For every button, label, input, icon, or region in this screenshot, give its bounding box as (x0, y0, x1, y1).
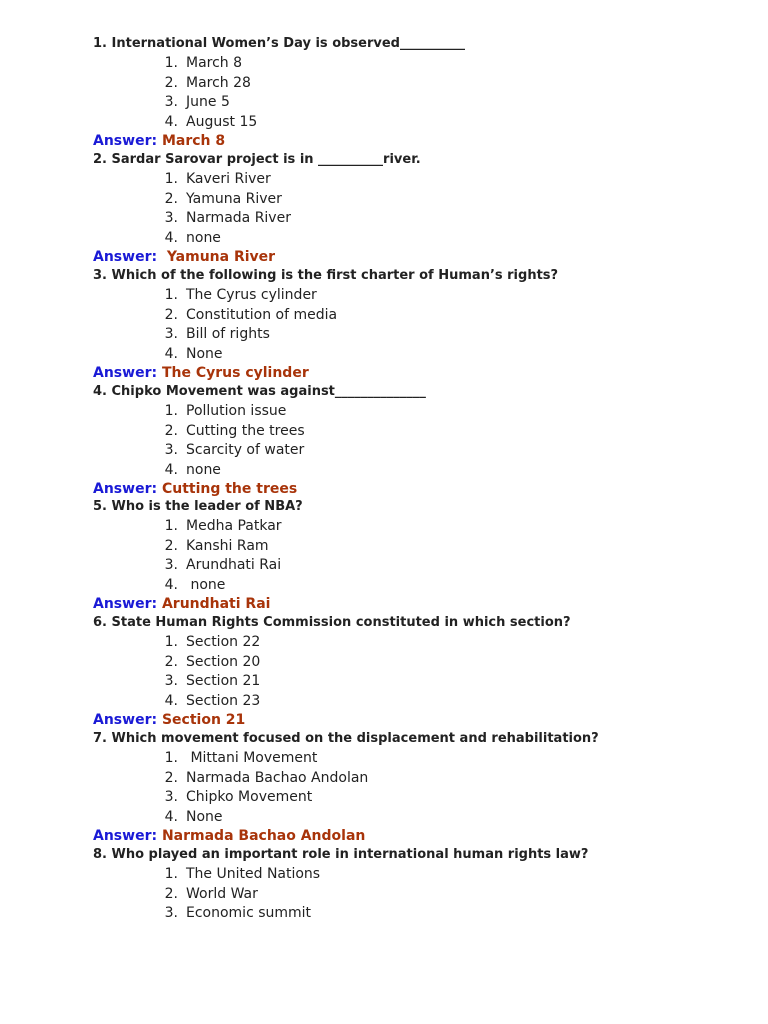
question-text: 7. Which movement focused on the displacement and rehabilitation? (93, 731, 599, 746)
answer-label: Answer: (93, 365, 162, 381)
option-text: March 28 (186, 74, 251, 91)
option-text: Pollution issue (186, 403, 287, 420)
option-text: Arundhati Rai (186, 557, 282, 574)
option-number: 4. (164, 576, 178, 593)
answer-line (93, 480, 297, 498)
option-text: Cutting the trees (186, 422, 305, 439)
option-text: Scarcity of water (186, 442, 305, 459)
option-number: 4. (164, 692, 178, 709)
option-text: None (186, 345, 223, 362)
option-text: Yamuna River (186, 190, 282, 207)
option-number: 3. (164, 905, 178, 922)
answer-value: The Cyrus cylinder (161, 365, 309, 381)
option-number: 4. (164, 113, 178, 130)
option-number: 4. (164, 229, 178, 246)
option-text: The Cyrus cylinder (186, 287, 317, 304)
answer-line (93, 595, 270, 613)
answer-label: Answer: (93, 828, 162, 844)
answer-label: Answer: (93, 249, 167, 265)
option-text: Section 22 (186, 634, 261, 651)
option-text: June 5 (186, 94, 230, 111)
option-text: Bill of rights (186, 326, 270, 343)
answer-label: Answer: (93, 596, 162, 612)
option-text: Medha Patkar (186, 518, 282, 535)
option-number: 3. (164, 789, 178, 806)
option-text: none (186, 461, 221, 478)
option-number: 1. (164, 518, 178, 535)
answer-line (93, 248, 275, 266)
option-number: 3. (164, 673, 178, 690)
answer-line (93, 132, 225, 150)
option-text: Kaveri River (186, 171, 271, 188)
answer-value: Section 21 (161, 712, 246, 728)
option-number: 2. (164, 769, 178, 786)
option-number: 2. (164, 306, 178, 323)
option-number: 4. (164, 461, 178, 478)
option-number: 3. (164, 94, 178, 111)
option-number: 4. (164, 345, 178, 362)
option-text: August 15 (186, 113, 258, 130)
answer-value: Arundhati Rai (161, 596, 271, 612)
option-number: 3. (164, 442, 178, 459)
question-text: 6. State Human Rights Commission constituted in which section? (93, 615, 571, 630)
option-number: 2. (164, 190, 178, 207)
option-number: 3. (164, 210, 178, 227)
answer-value: Narmada Bachao Andolan (161, 828, 366, 844)
option-text: Economic summit (186, 905, 312, 922)
option-text: The United Nations (186, 866, 321, 883)
option-number: 1. (164, 634, 178, 651)
question-text: 1. International Women’s Day is observed__________ (93, 36, 465, 51)
option-text: Mittani Movement (186, 750, 318, 767)
option-number: 1. (164, 171, 178, 188)
question-text: 5. Who is the leader of NBA? (93, 499, 303, 514)
option-number: 2. (164, 885, 178, 902)
option-number: 2. (164, 653, 178, 670)
question-text: 8. Who played an important role in international human rights law? (93, 847, 589, 862)
option-text: none (186, 576, 226, 593)
option-number: 3. (164, 557, 178, 574)
question-text: 3. Which of the following is the first charter of Human’s rights? (93, 268, 559, 283)
answer-line (93, 364, 309, 382)
option-text: Section 23 (186, 692, 261, 709)
answer-label: Answer: (93, 712, 162, 728)
option-number: 3. (164, 326, 178, 343)
option-text: Section 20 (186, 653, 261, 670)
option-number: 1. (164, 55, 178, 72)
option-text: None (186, 808, 223, 825)
answer-label: Answer: (93, 133, 162, 149)
answer-line (93, 827, 365, 845)
option-text: Narmada River (186, 210, 291, 227)
option-text: Kanshi Ram (186, 537, 269, 554)
option-text: March 8 (186, 55, 243, 72)
option-number: 1. (164, 866, 178, 883)
option-number: 1. (164, 750, 178, 767)
option-number: 1. (164, 403, 178, 420)
option-text: Section 21 (186, 673, 261, 690)
question-text: 2. Sardar Sarovar project is in __________river. (93, 152, 421, 167)
option-number: 2. (164, 74, 178, 91)
answer-value: Yamuna River (166, 249, 276, 265)
answer-value: March 8 (161, 133, 226, 149)
option-number: 2. (164, 537, 178, 554)
answer-label: Answer: (93, 481, 162, 497)
option-text: none (186, 229, 221, 246)
option-number: 4. (164, 808, 178, 825)
answer-line (93, 711, 245, 729)
answer-value: Cutting the trees (161, 481, 298, 497)
option-text: Constitution of media (186, 306, 338, 323)
question-text: 4. Chipko Movement was against______________ (93, 384, 426, 399)
option-text: World War (186, 885, 258, 902)
option-text: Chipko Movement (186, 789, 313, 806)
option-text: Narmada Bachao Andolan (186, 769, 369, 786)
option-number: 2. (164, 422, 178, 439)
option-number: 1. (164, 287, 178, 304)
